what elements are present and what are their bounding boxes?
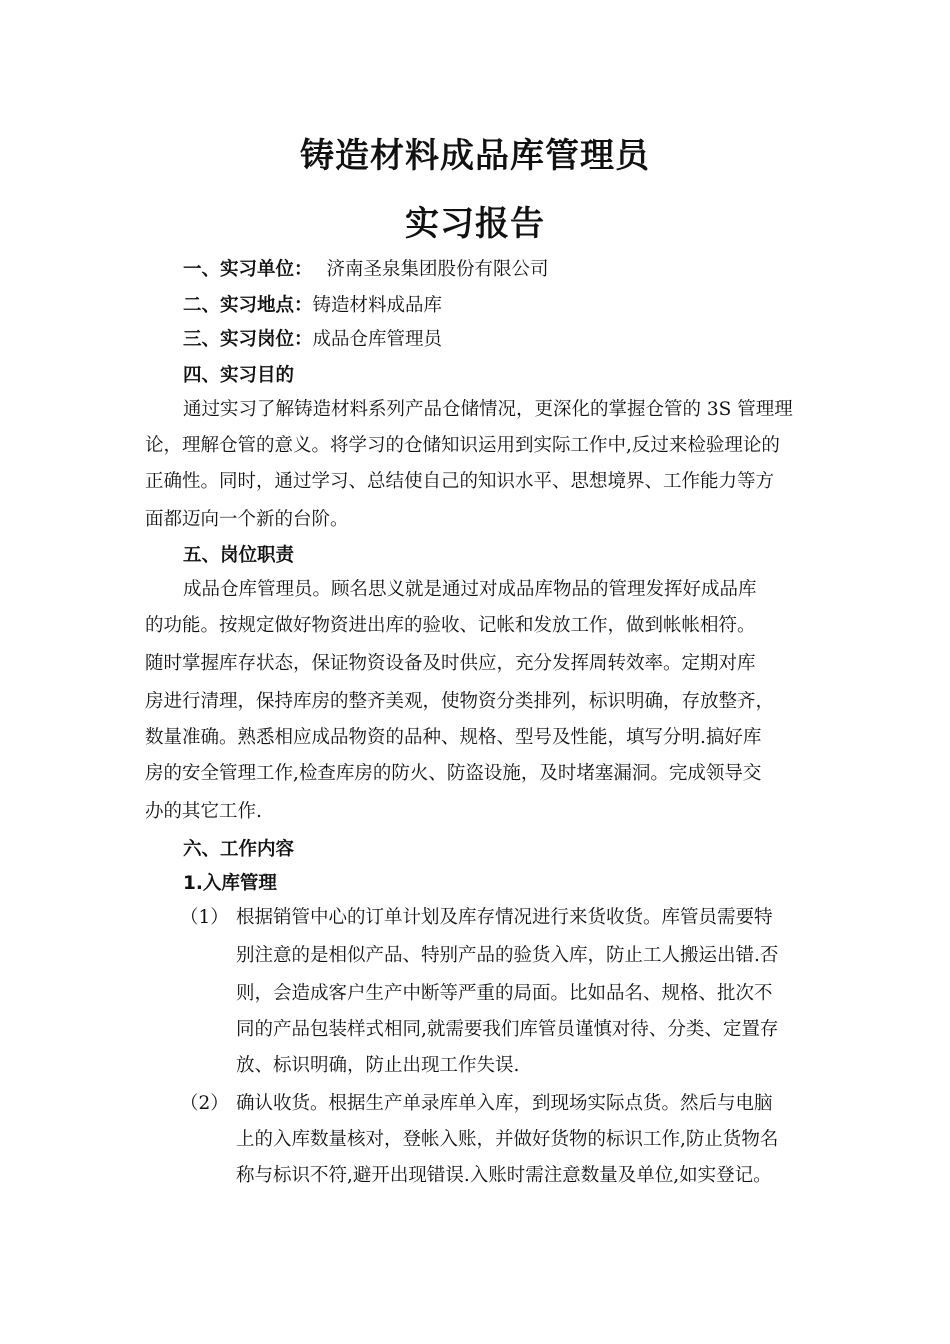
paragraph-line: 成品仓库管理员。顾名思义就是通过对成品库物品的管理发挥好成品库 (183, 579, 757, 600)
item-line: 则，会造成客户生产中断等严重的局面。比如品名、规格、批次不 (236, 983, 773, 1004)
paragraph-line: 办的其它工作. (145, 801, 262, 822)
item-line: 根据销管中心的订单计划及库存情况进行来货收货。库管员需要特 (236, 907, 773, 928)
paragraph-line: 通过实习了解铸造材料系列产品仓储情况，更深化的掌握仓管的 3S 管理理 (183, 399, 793, 420)
item-line: 放、标识明确，防止出现工作失误. (236, 1055, 520, 1076)
item-line: 确认收货。根据生产单录库单入库，到现场实际点货。然后与电脑 (236, 1093, 773, 1114)
item-number: （2） (180, 1093, 229, 1114)
document-title: 铸造材料成品库管理员 (300, 136, 650, 176)
paragraph-line: 面都迈向一个新的台阶。 (145, 509, 349, 530)
item-line: 别注意的是相似产品、特别产品的验货入库，防止工人搬运出错.否 (236, 945, 779, 966)
paragraph-line: 数量准确。熟悉相应成品物资的品种、规格、型号及性能，填写分明.搞好库 (145, 727, 762, 748)
paragraph-line: 论，理解仓管的意义。将学习的仓储知识运用到实际工作中,反过来检验理论的 (145, 435, 780, 456)
item-line: 同的产品包装样式相同,就需要我们库管员谨慎对待、分类、定置存 (236, 1019, 779, 1040)
field-internship-position (183, 328, 442, 352)
paragraph-line: 正确性。同时，通过学习、总结使自己的知识水平、思想境界、工作能力等方 (145, 471, 775, 492)
field-label: 二、实习地点： (183, 295, 313, 316)
paragraph-line: 的功能。按规定做好物资进出库的验收、记帐和发放工作，做到帐帐相符。 (145, 615, 756, 636)
section-heading-work-content: 六、工作内容 (183, 839, 295, 860)
subsection-heading-inbound: 1.入库管理 (183, 873, 277, 894)
field-internship-unit (183, 258, 549, 282)
item-number: （1） (180, 907, 229, 928)
field-value: 成品仓库管理员 (312, 329, 443, 350)
paragraph-line: 房进行清理，保持库房的整齐美观，使物资分类排列，标识明确，存放整齐， (145, 691, 775, 712)
field-value: 铸造材料成品库 (312, 295, 443, 316)
field-label: 三、实习岗位： (183, 329, 313, 350)
item-line: 称与标识不符,避开出现错误.入账时需注意数量及单位,如实登记。 (236, 1165, 772, 1186)
field-label: 一、实习单位： (183, 259, 313, 280)
item-line: 上的入库数量核对，登帐入账，并做好货物的标识工作,防止货物名 (236, 1129, 779, 1150)
section-heading-duties: 五、岗位职责 (183, 545, 295, 566)
field-internship-location (183, 294, 442, 318)
document-subtitle: 实习报告 (405, 204, 545, 244)
field-value: 济南圣泉集团股份有限公司 (326, 259, 549, 280)
paragraph-line: 房的安全管理工作,检查库房的防火、防盗设施，及时堵塞漏洞。完成领导交 (145, 763, 762, 784)
section-heading-purpose: 四、实习目的 (183, 365, 295, 386)
paragraph-line: 随时掌握库存状态，保证物资设备及时供应，充分发挥周转效率。定期对库 (145, 653, 756, 674)
